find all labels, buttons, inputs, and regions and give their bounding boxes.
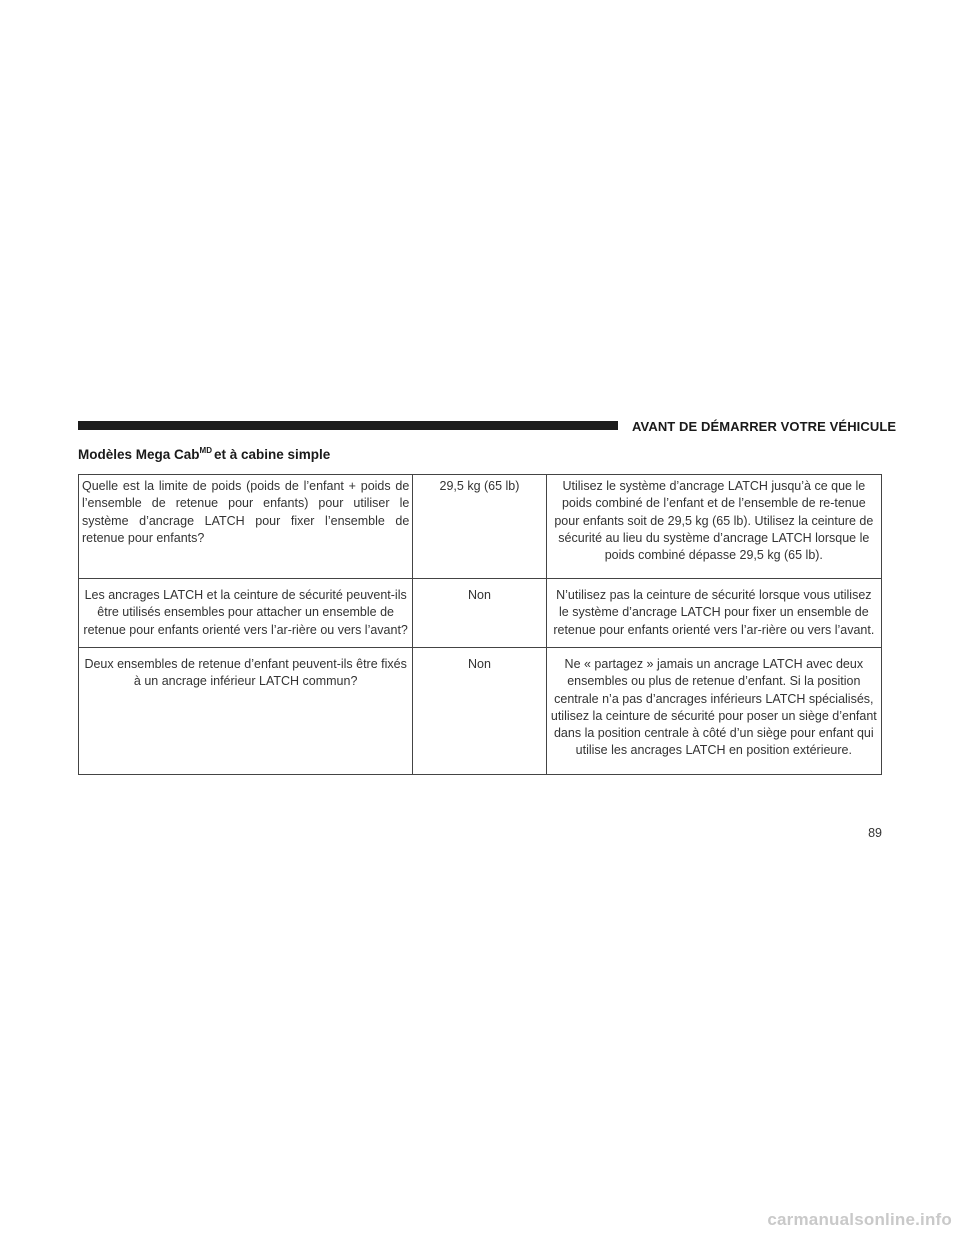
table-row: [79, 579, 882, 648]
table-cell-answer: [413, 648, 546, 775]
section-heading-prefix: Modèles Mega Cab: [78, 447, 200, 462]
watermark: carmanualsonline.info: [767, 1210, 952, 1229]
table-cell-note: [546, 579, 881, 648]
table-cell-note: [546, 648, 881, 775]
note-text: Ne « partagez » jamais un ancrage LATCH avec deux ensembles ou plus de retenue d’enfant. Si la position centrale n’a pas d’ancrages inférieurs LATCH spécialisés, utilisez la ceinture de sécurité pour poser un siège d’enfant dans la position centrale à côté d’un siège pour enfant qui utilise les ancrages LATCH en position extérieure.: [550, 657, 877, 758]
table-cell-answer: [413, 579, 546, 648]
question-text: Les ancrages LATCH et la ceinture de sécurité peuvent-ils être utilisés ensembles pour attacher un ensemble de retenue pour enfants orienté vers l’ar-rière ou vers l’avant?: [83, 588, 408, 637]
header-rule: [78, 421, 618, 430]
table-cell-note: [546, 475, 881, 579]
page-number: 89: [868, 826, 882, 840]
table-row: [79, 648, 882, 775]
question-text: Deux ensembles de retenue d’enfant peuvent-ils être fixés à un ancrage inférieur LATCH commun?: [84, 657, 407, 689]
table-row: [79, 475, 882, 579]
answer-text: 29,5 kg (65 lb): [439, 479, 520, 493]
question-text: Quelle est la limite de poids (poids de l’enfant + poids de l’ensemble de retenue pour enfants) pour utiliser le système d’ancrage LATCH pour fixer l’ensemble de retenue pour enfants?: [82, 479, 410, 545]
section-heading-suffix: et à cabine simple: [213, 447, 331, 462]
note-text: Utilisez le système d’ancrage LATCH jusqu’à ce que le poids combiné de l’enfant et de l’ensemble de re-tenue pour enfants soit de 29,5 kg (65 lb). Utilisez la ceinture de sécurité au lieu du système d’ancrage LATCH lorsque le poids combiné dépasse 29,5 kg (65 lb).: [554, 479, 874, 563]
table-cell-answer: [413, 475, 546, 579]
table-cell-question: [79, 648, 413, 775]
table-cell-question: [79, 579, 413, 648]
section-heading: [78, 446, 330, 462]
latch-table: [78, 474, 882, 775]
note-text: N’utilisez pas la ceinture de sécurité lorsque vous utilisez le système d’ancrage LATCH pour fixer un ensemble de retenue pour enfants orienté vers l’ar-rière ou vers l’avant.: [553, 588, 875, 637]
answer-text: Non: [468, 657, 491, 671]
answer-text: Non: [468, 588, 491, 602]
section-heading-superscript: MD: [199, 446, 212, 455]
chapter-title: AVANT DE DÉMARRER VOTRE VÉHICULE: [632, 419, 897, 434]
table-cell-question: [79, 475, 413, 579]
